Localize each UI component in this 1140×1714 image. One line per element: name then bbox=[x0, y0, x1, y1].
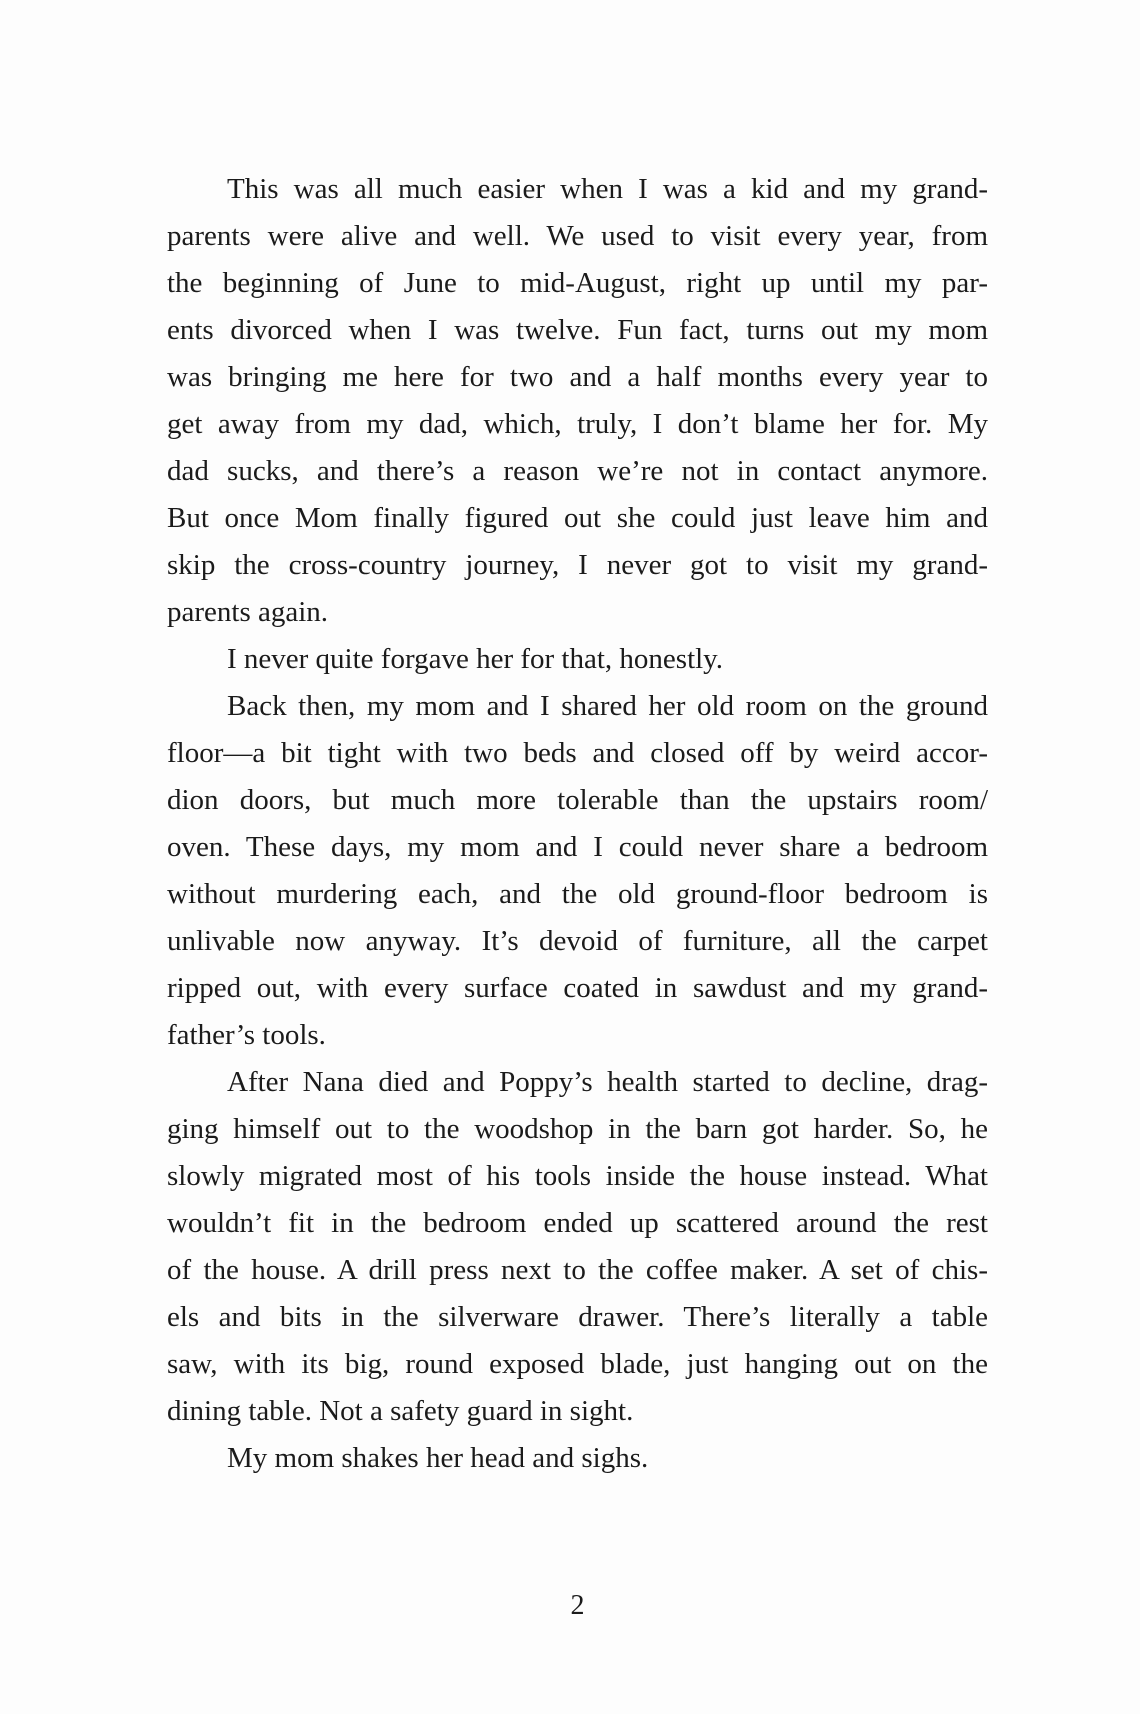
text-line: els and bits in the silverware drawer. There’s literally a table bbox=[167, 1301, 988, 1333]
text-line: Back then, my mom and I shared her old room on the ground bbox=[227, 690, 988, 722]
paragraph bbox=[167, 166, 988, 636]
paragraph bbox=[167, 1435, 988, 1482]
text-line: unlivable now anyway. It’s devoid of furniture, all the carpet bbox=[167, 925, 988, 957]
text-line: parents were alive and well. We used to visit every year, from bbox=[167, 220, 988, 252]
body-text bbox=[167, 166, 988, 1482]
paragraph bbox=[167, 1059, 988, 1435]
text-line: dad sucks, and there’s a reason we’re not in contact anymore. bbox=[167, 455, 988, 487]
text-line: wouldn’t fit in the bedroom ended up scattered around the rest bbox=[167, 1207, 988, 1239]
text-line: dining table. Not a safety guard in sight. bbox=[167, 1395, 634, 1427]
text-line: was bringing me here for two and a half months every year to bbox=[167, 361, 988, 393]
text-line: without murdering each, and the old ground-floor bedroom is bbox=[167, 878, 988, 910]
text-line: ging himself out to the woodshop in the barn got harder. So, he bbox=[167, 1113, 988, 1145]
text-line: skip the cross-country journey, I never got to visit my grand- bbox=[167, 549, 988, 581]
text-line: This was all much easier when I was a kid and my grand- bbox=[227, 173, 988, 205]
text-line: parents again. bbox=[167, 596, 329, 628]
paragraph bbox=[167, 636, 988, 683]
text-line: oven. These days, my mom and I could never share a bedroom bbox=[167, 831, 988, 863]
text-line: But once Mom finally figured out she could just leave him and bbox=[167, 502, 988, 534]
text-line: My mom shakes her head and sighs. bbox=[227, 1442, 649, 1474]
text-line: father’s tools. bbox=[167, 1019, 326, 1051]
text-line: After Nana died and Poppy’s health started to decline, drag- bbox=[227, 1066, 988, 1098]
text-line: saw, with its big, round exposed blade, just hanging out on the bbox=[167, 1348, 988, 1380]
text-line: get away from my dad, which, truly, I don’t blame her for. My bbox=[167, 408, 988, 440]
text-line: slowly migrated most of his tools inside the house instead. What bbox=[167, 1160, 988, 1192]
text-line: I never quite forgave her for that, honestly. bbox=[227, 643, 724, 675]
page-number: 2 bbox=[570, 1590, 585, 1621]
text-line: dion doors, but much more tolerable than the upstairs room/ bbox=[167, 784, 988, 816]
text-line: ents divorced when I was twelve. Fun fact, turns out my mom bbox=[167, 314, 988, 346]
text-line: of the house. A drill press next to the coffee maker. A set of chis- bbox=[167, 1254, 988, 1286]
text-line: ripped out, with every surface coated in sawdust and my grand- bbox=[167, 972, 988, 1004]
text-line: the beginning of June to mid-August, right up until my par- bbox=[167, 267, 988, 299]
paragraph bbox=[167, 683, 988, 1059]
text-line: floor—a bit tight with two beds and closed off by weird accor- bbox=[167, 737, 988, 769]
